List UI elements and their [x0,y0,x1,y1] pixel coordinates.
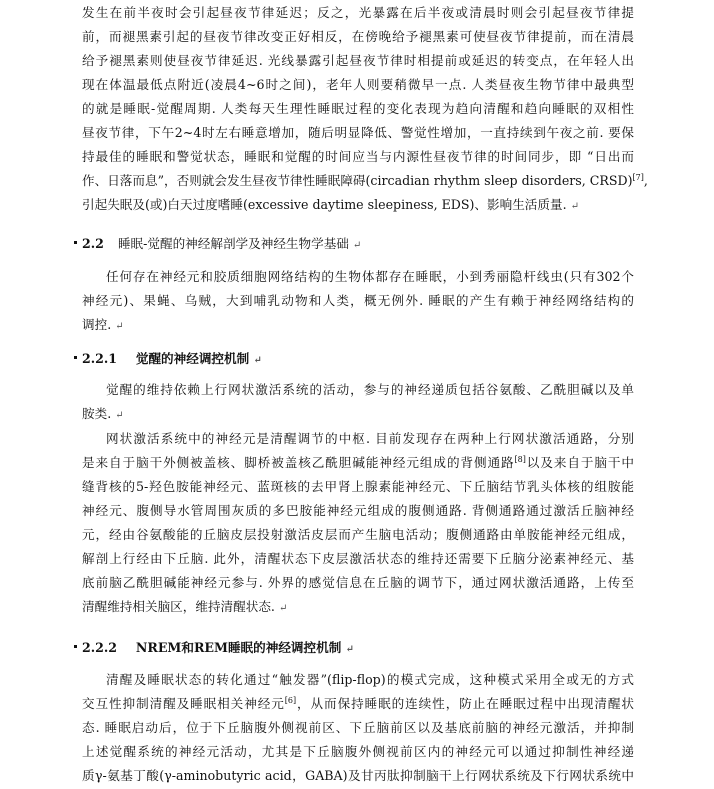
section-number: 2.2.2 [82,640,118,655]
text-segment: 清醒维持相关脑区，维持清醒状态. [82,599,275,614]
text-segment: 胺类. [82,406,112,421]
text-line: 的就是睡眠-觉醒周期. 人类每天生理性睡眠过程的变化表现为趋向清醒和趋向睡眠的双相性 [82,101,634,116]
text-line [82,406,634,424]
text-line: 神经元、腹侧导水管周围灰质的多巴胺能神经元组成的腹侧通路. 背侧通路通过激活丘脑神经 [82,503,634,518]
section-number: 2.2 [82,236,104,251]
section-heading-2-2-1 [82,351,634,369]
text-line: 神经元)、果蝇、乌贼，大到哺乳动物和人类，概无例外. 睡眠的产生有赖于神经网络结构的 [82,293,634,308]
text-line: 上述觉醒系统的神经元活动，尤其是下丘脑腹外侧视前区内的神经元可以通过抑制性神经递 [82,744,634,759]
text-line [82,455,634,471]
text-line: 质γ-氨基丁酸(γ-aminobutyric acid，GABA)及甘丙肽抑制脑干上行网状系统及下行网状系统中 [82,768,634,783]
text-segment: 以及来自于脑干中 [525,455,635,470]
text-line: 态. 睡眠启动后，位于下丘脑腹外侧视前区、下丘脑前区以及基底前脑的神经元激活，并抑制 [82,720,634,735]
paragraph-mark-icon: ↵ [570,201,580,212]
section-title: 觉醒的神经调控机制 [135,351,250,366]
text-line: 昼夜节律，下午2~4时左右睡意增加，随后明显降低、警觉性增加，一直持续到午夜之前. 要保 [82,125,634,140]
text-line [82,317,634,335]
section-title: 睡眠-觉醒的神经解剖学及神经生物学基础 [117,236,349,251]
text-line: 解剖上行经由下丘脑. 此外，清醒状态下皮层激活状态的维持还需要下丘脑分泌素神经元、基 [82,551,634,566]
text-line: 任何存在神经元和胶质细胞网络结构的生物体都存在睡眠，小到秀丽隐杆线虫(只有302个 [106,269,634,284]
text-line [82,696,634,712]
text-line: 发生在前半夜时会引起昼夜节律延迟；反之，光暴露在后半夜或清晨时则会引起昼夜节律提 [82,5,634,20]
text-segment: 引起失眠及(或)白天过度嗜睡(excessive daytime sleepiness, EDS)、影响生活质量. [82,197,567,212]
text-segment: 交互性抑制清醒及睡眠相关神经元 [82,696,285,711]
text-line: 元，经由谷氨酸能的丘脑皮层投射激活皮层而产生脑电活动；腹侧通路由单胺能神经元组成， [82,527,634,542]
bullet-icon [74,645,77,648]
paragraph-mark-icon: ↵ [278,603,288,614]
text-line: 清醒及睡眠状态的转化通过“触发器”(flip-flop)的模式完成，这种模式采用全或无的方式 [106,672,634,687]
text-line: 网状激活系统中的神经元是清醒调节的中枢. 目前发现存在两种上行网状激活通路，分别 [106,431,634,446]
bullet-icon [74,356,77,359]
text-line: 给予褪黑素则使昼夜节律延迟. 光线暴露引起昼夜节律时相提前或延迟的转变点，在年轻人出 [82,53,634,68]
text-segment: , [643,173,648,188]
text-line [82,599,634,617]
bullet-icon [74,241,77,244]
text-line: 前，而褪黑素引起的昼夜节律改变正好相反，在傍晚给予褪黑素可使昼夜节律提前，而在清晨 [82,29,634,44]
citation-ref: [6] [284,695,297,705]
paragraph-mark-icon: ↵ [115,321,124,332]
section-title: NREM和REM睡眠的神经调控机制 [135,640,342,655]
text-line [82,172,648,189]
text-line [82,197,634,215]
section-heading-2-2-2 [82,640,634,658]
text-line: 缝背核的5-羟色胺能神经元、蓝斑核的去甲肾上腺素能神经元、下丘脑结节乳头体核的组胺能 [82,479,634,494]
text-segment: 作、日落而息”，否则就会发生昼夜节律性睡眠障碍(circadian rhythm sleep disorders, CRSD) [82,173,633,188]
text-line: 持最佳的睡眠和警觉状态，睡眠和觉醒的时间应当与内源性昼夜节律的时间同步，即 “日出而 [82,149,634,164]
text-line: 现在体温最低点附近(凌晨4~6时之间)，老年人则要稍微早一点. 人类昼夜生物节律中最典型 [82,77,634,92]
paragraph-mark-icon: ↵ [253,355,262,366]
section-number: 2.2.1 [82,351,118,366]
text-line: 底前脑乙酰胆碱能神经元参与. 外界的感觉信息在丘脑的调节下，通过网状激活通路，上传至 [82,575,634,590]
section-heading-2-2 [82,236,634,254]
text-line: 觉醒的维持依赖上行网状激活系统的活动，参与的神经递质包括谷氨酸、乙酰胆碱以及单 [106,382,634,397]
citation-ref: [7] [632,172,644,182]
text-segment: 调控. [82,317,112,332]
paragraph-mark-icon: ↵ [352,240,362,251]
paragraph-mark-icon: ↵ [345,644,355,655]
paragraph-mark-icon: ↵ [115,410,124,421]
text-segment: 是来自于脑干外侧被盖核、脚桥被盖核乙酰胆碱能神经元组成的背侧通路 [82,455,515,470]
text-segment: ，从而保持睡眠的连续性，防止在睡眠过程中出现清醒状 [296,696,635,711]
citation-ref: [8] [514,454,526,464]
